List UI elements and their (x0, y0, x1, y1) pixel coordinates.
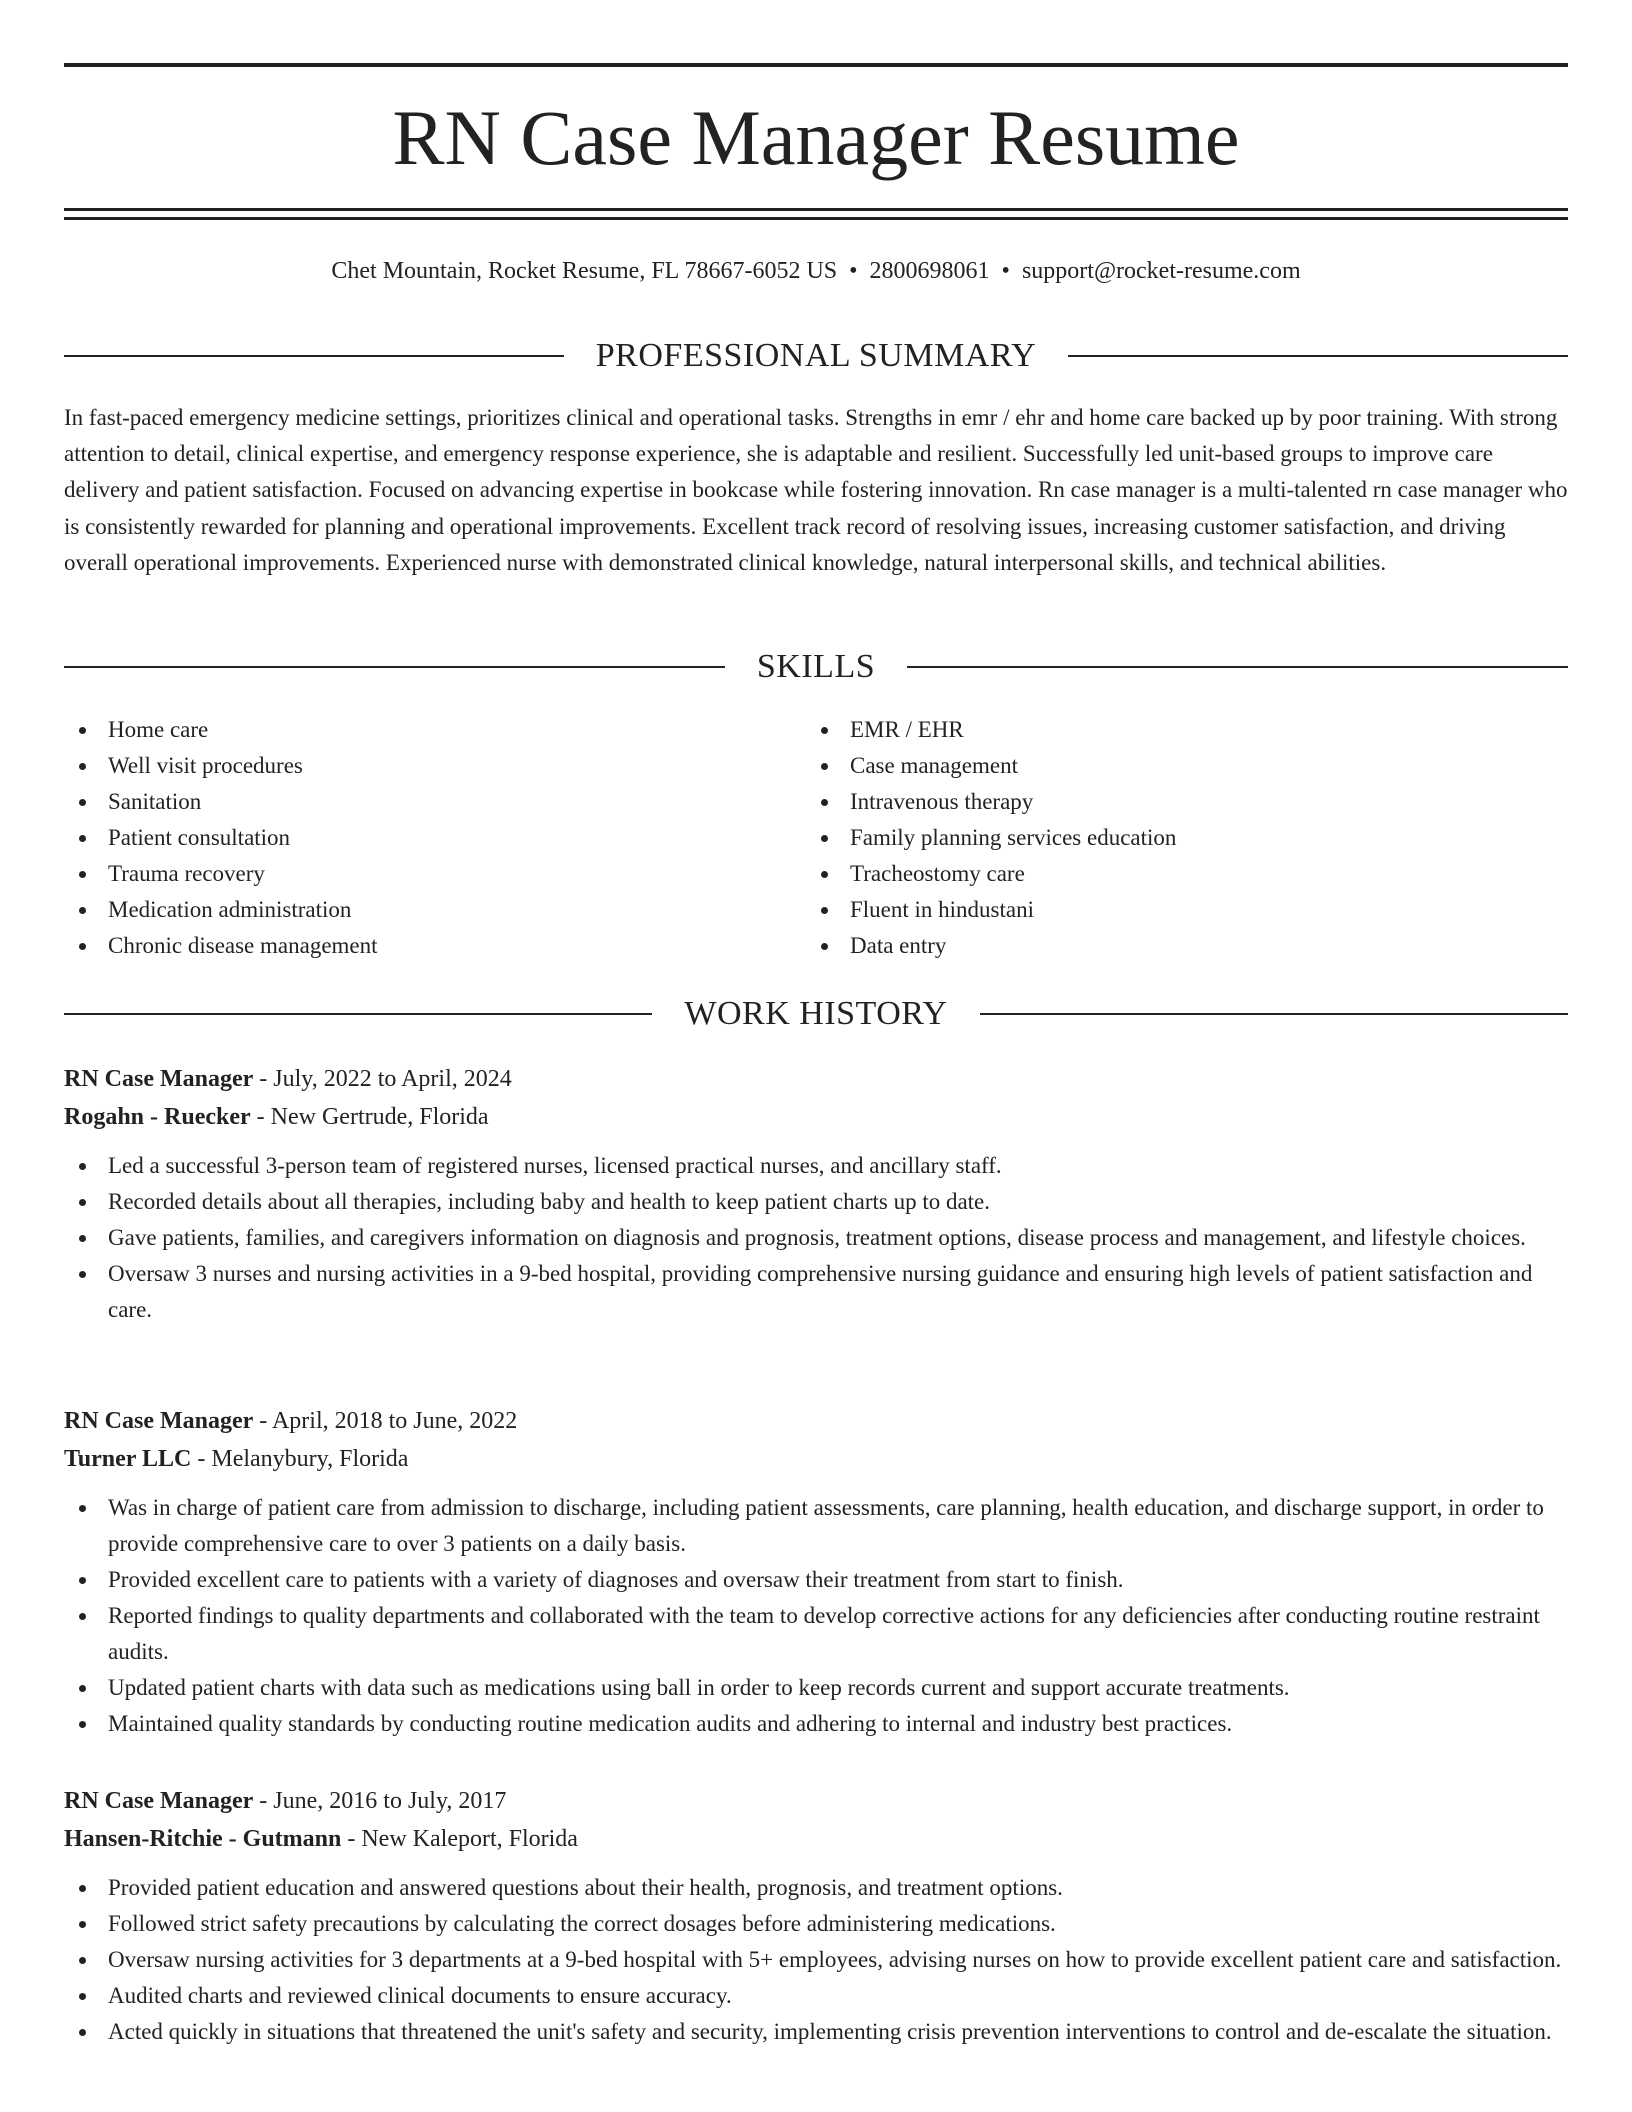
job-entry (64, 1060, 1568, 1328)
job-bullets (64, 1490, 1568, 1742)
job-bullets (64, 1870, 1568, 2050)
job-bullet: Was in charge of patient care from admission to discharge, including patient assessments, care planning, health education, and discharge support, in order to provide comprehensive care to over 3 patients on a daily basis. (64, 1490, 1568, 1562)
job-entry (64, 1402, 1568, 1742)
job-dates: - June, 2016 to July, 2017 (253, 1788, 507, 1814)
skills-heading-label: SKILLS (756, 648, 876, 685)
heading-rule-left (64, 355, 564, 357)
skills-list-left (64, 712, 806, 964)
job-bullet: Audited charts and reviewed clinical documents to ensure accuracy. (64, 1978, 1568, 2014)
job-dates: - April, 2018 to June, 2022 (253, 1408, 518, 1434)
job-company-line (64, 1098, 1568, 1136)
job-bullet: Maintained quality standards by conducting routine medication audits and adhering to internal and industry best practices. (64, 1706, 1568, 1742)
resume-title: RN Case Manager Resume (392, 94, 1240, 181)
job-bullet: Provided patient education and answered questions about their health, prognosis, and treatment options. (64, 1870, 1568, 1906)
skill-item: Sanitation (64, 784, 806, 820)
job-location: - Melanybury, Florida (191, 1446, 409, 1472)
job-bullet: Followed strict safety precautions by calculating the correct dosages before administering medications. (64, 1906, 1568, 1942)
contact-separator: • (849, 258, 858, 284)
job-bullet: Reported findings to quality departments and collaborated with the team to develop corrective actions for any deficiencies after conducting routine restraint audits. (64, 1598, 1568, 1670)
job-title: RN Case Manager (64, 1408, 254, 1434)
title-double-rule (64, 208, 1568, 220)
job-title-line (64, 1060, 1568, 1098)
skill-item: Fluent in hindustani (806, 892, 1548, 928)
skills-heading (64, 645, 1568, 689)
job-company-line (64, 1820, 1568, 1858)
top-rule (64, 63, 1568, 67)
skills-list-right (806, 712, 1548, 964)
job-bullet: Provided excellent care to patients with a variety of diagnoses and oversaw their treatment from start to finish. (64, 1562, 1568, 1598)
job-title: RN Case Manager (64, 1788, 254, 1814)
heading-rule-right (1068, 355, 1568, 357)
job-location: - New Kaleport, Florida (341, 1826, 578, 1852)
skill-item: EMR / EHR (806, 712, 1548, 748)
skills-columns (64, 712, 1568, 964)
skill-item: Family planning services education (806, 820, 1548, 856)
skill-item: Data entry (806, 928, 1548, 964)
summary-heading-label: PROFESSIONAL SUMMARY (595, 337, 1037, 374)
job-company: Rogahn - Ruecker (64, 1104, 251, 1130)
job-bullet: Updated patient charts with data such as medications using ball in order to keep records current and support accurate treatments. (64, 1670, 1568, 1706)
skill-item: Case management (806, 748, 1548, 784)
job-location: - New Gertrude, Florida (250, 1104, 489, 1130)
summary-heading (64, 334, 1568, 378)
contact-email: support@rocket-resume.com (1021, 258, 1301, 284)
skill-item: Intravenous therapy (806, 784, 1548, 820)
job-company: Turner LLC (64, 1446, 192, 1472)
job-bullet: Acted quickly in situations that threatened the unit's safety and security, implementing crisis prevention interventions to control and de-escalate the situation. (64, 2014, 1568, 2050)
skill-item: Trauma recovery (64, 856, 806, 892)
job-company: Hansen-Ritchie - Gutmann (64, 1826, 342, 1852)
job-dates: - July, 2022 to April, 2024 (253, 1066, 512, 1092)
job-bullet: Led a successful 3-person team of registered nurses, licensed practical nurses, and ancillary staff. (64, 1148, 1568, 1184)
skill-item: Tracheostomy care (806, 856, 1548, 892)
heading-rule-left (64, 1013, 652, 1015)
heading-rule-right (980, 1013, 1568, 1015)
job-bullets (64, 1148, 1568, 1328)
job-bullet: Oversaw nursing activities for 3 departments at a 9-bed hospital with 5+ employees, advising nurses on how to provide excellent patient care and satisfaction. (64, 1942, 1568, 1978)
job-bullet: Gave patients, families, and caregivers information on diagnosis and prognosis, treatment options, disease process and management, and lifestyle choices. (64, 1220, 1568, 1256)
contact-address: Chet Mountain, Rocket Resume, FL 78667-6052 US (331, 258, 838, 284)
job-entry (64, 1782, 1568, 2050)
work-heading (64, 992, 1568, 1036)
job-title-line (64, 1782, 1568, 1820)
contact-separator: • (1001, 258, 1010, 284)
job-title-line (64, 1402, 1568, 1440)
summary-text: In fast-paced emergency medicine settings, prioritizes clinical and operational tasks. Strengths in emr / ehr and home care backed up by poor training. With strong attention to detail, clinical expertise, and emergency response experience, she is adaptable and resilient. Successfully led unit-based groups to improve care delivery and patient satisfaction. Focused on advancing expertise in bookcase while fostering innovation. Rn case manager is a multi-talented rn case manager who is consistently rewarded for planning and operational improvements. Excellent track record of resolving issues, increasing customer satisfaction, and driving overall operational improvements. Experienced nurse with demonstrated clinical knowledge, natural interpersonal skills, and technical abilities. (64, 405, 1568, 575)
contact-line (64, 255, 1568, 287)
heading-rule-left (64, 666, 725, 668)
job-company-line (64, 1440, 1568, 1478)
job-bullet: Oversaw 3 nurses and nursing activities in a 9-bed hospital, providing comprehensive nursing guidance and ensuring high levels of patient satisfaction and care. (64, 1256, 1568, 1328)
job-title: RN Case Manager (64, 1066, 254, 1092)
heading-rule-right (907, 666, 1568, 668)
skill-item: Medication administration (64, 892, 806, 928)
skill-item: Patient consultation (64, 820, 806, 856)
skill-item: Home care (64, 712, 806, 748)
skill-item: Well visit procedures (64, 748, 806, 784)
work-heading-label: WORK HISTORY (684, 995, 948, 1032)
contact-phone: 2800698061 (869, 258, 990, 284)
skill-item: Chronic disease management (64, 928, 806, 964)
job-bullet: Recorded details about all therapies, including baby and health to keep patient charts up to date. (64, 1184, 1568, 1220)
